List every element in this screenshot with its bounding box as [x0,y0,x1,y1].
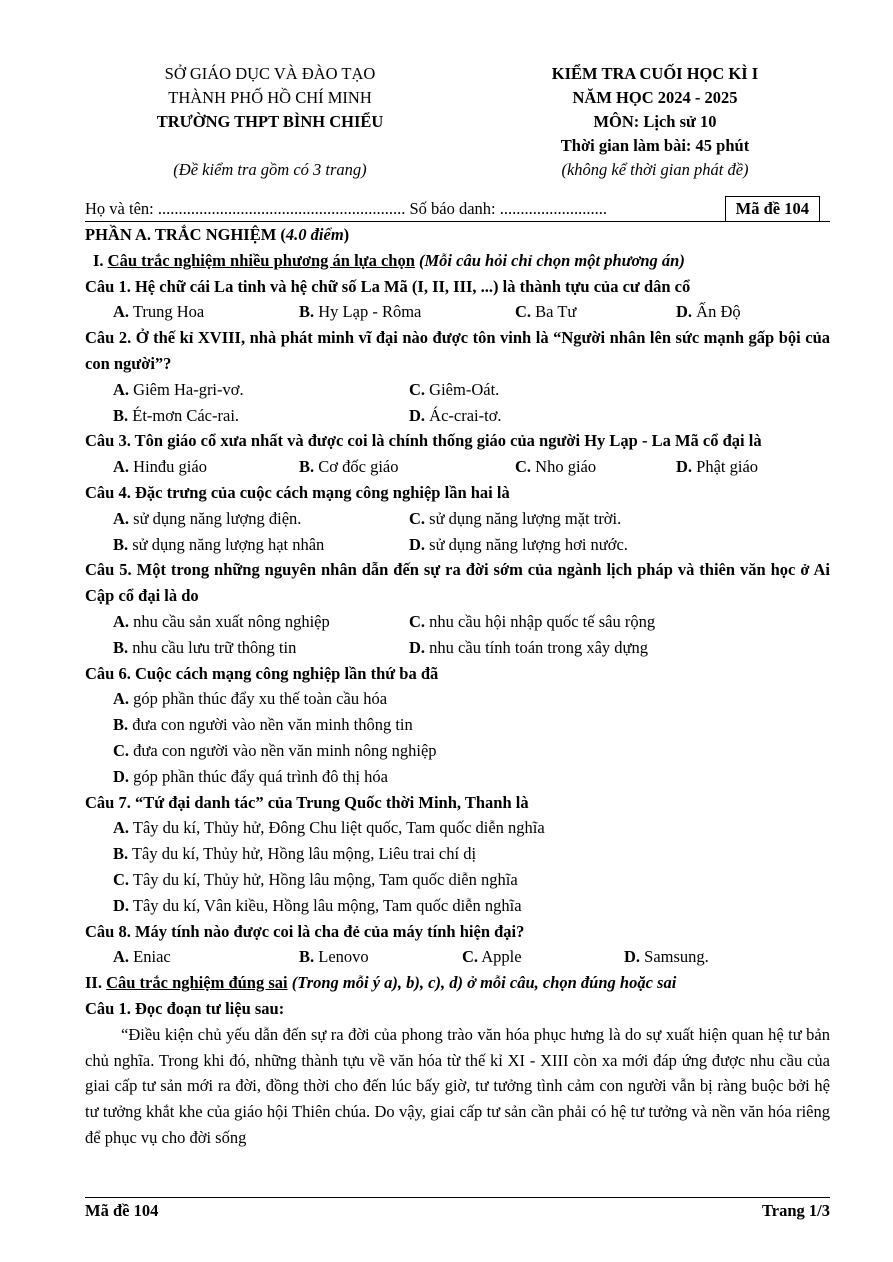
footer-exam-code: Mã đề 104 [85,1201,159,1220]
option-text: Ét-mơn Các-rai. [128,405,240,425]
question-stem: Câu 5. Một trong những nguyên nhân dẫn đến sự ra đời sớm của ngành lịch pháp và thiên văn học ở Ai Cập cổ đại là do [85,560,830,606]
page-footer [85,1197,830,1221]
answer-option[interactable] [299,944,369,970]
options-row [85,686,830,712]
option-text: nhu cầu sản xuất nông nghiệp [129,611,330,631]
option-letter: B. [299,457,315,477]
answer-option[interactable] [113,764,388,790]
answer-option[interactable] [515,454,596,480]
option-text: nhu cầu hội nhập quốc tế sâu rộng [425,611,656,631]
option-letter: C. [409,611,426,631]
answer-option[interactable] [409,403,502,429]
options-row [85,532,830,558]
option-text: Tây du kí, Vân kiều, Hồng lâu mộng, Tam quốc diễn nghĩa [129,895,522,915]
option-letter: A. [113,302,130,322]
option-letter: D. [676,457,693,477]
option-text: Ác-crai-tơ. [425,405,502,425]
answer-option[interactable] [409,377,499,403]
options-row [85,764,830,790]
option-letter: C. [113,740,130,760]
question-stem: Câu 8. Máy tính nào được coi là cha đẻ của máy tính hiện đại? [85,921,525,941]
answer-option[interactable] [409,609,655,635]
option-text: đưa con người vào nền văn minh thông tin [128,715,413,735]
option-letter: A. [113,379,130,399]
option-letter: B. [113,637,129,657]
answer-option[interactable] [676,299,741,325]
answer-option[interactable] [113,815,545,841]
option-letter: A. [113,689,130,709]
option-letter: B. [113,534,129,554]
option-text: nhu cầu lưu trữ thông tin [128,637,297,657]
option-text: sử dụng năng lượng hơi nước. [425,534,628,554]
option-letter: B. [113,715,129,735]
answer-option[interactable] [113,893,522,919]
exam-title: KIỂM TRA CUỐI HỌC KÌ I [551,64,759,83]
answer-option[interactable] [113,867,518,893]
options-row [85,299,830,325]
option-text: Ấn Độ [692,302,741,322]
option-letter: D. [409,405,426,425]
answer-option[interactable] [113,635,409,661]
exam-body [85,222,830,1151]
student-name-field[interactable]: Họ và tên: ............................................................ [85,199,406,218]
answer-option[interactable] [113,403,409,429]
option-letter: D. [113,766,130,786]
part-a-heading: PHẦN A. TRẮC NGHIỆM (4.0 điểm) [85,225,350,244]
answer-option[interactable] [299,299,421,325]
student-info-row [85,196,830,222]
subject: MÔN: Lịch sử 10 [593,112,717,131]
answer-option[interactable] [113,841,476,867]
answer-option[interactable] [515,299,576,325]
option-text: góp phần thúc đẩy xu thế toàn cầu hóa [129,689,388,709]
exam-info-block [480,62,830,182]
options-row [85,944,830,970]
answer-option[interactable] [409,635,648,661]
option-text: đưa con người vào nền văn minh nông nghiệp [129,740,437,760]
option-text: Hinđu giáo [129,457,207,477]
option-text: Phật giáo [692,457,759,477]
options-row [85,815,830,841]
option-letter: D. [409,534,426,554]
option-letter: A. [113,508,130,528]
exam-header [85,62,830,192]
option-text: sử dụng năng lượng điện. [129,508,302,528]
option-text: Eniac [129,947,171,967]
option-text: Giêm Ha-gri-vơ. [129,379,244,399]
section-1-heading: I. Câu trắc nghiệm nhiều phương án lựa chọn (Mỗi câu hỏi chỉ chọn một phương án) [93,250,685,270]
department-name: SỞ GIÁO DỤC VÀ ĐÀO TẠO [164,64,376,83]
options-row [85,454,830,480]
student-id-field[interactable]: Số báo danh: .......................... [409,199,608,218]
option-letter: C. [462,947,479,967]
option-letter: B. [113,405,129,425]
options-row [85,893,830,919]
question-stem: Câu 4. Đặc trưng của cuộc cách mạng công nghiệp lần hai là [85,482,510,502]
options-row [85,867,830,893]
exam-code-box: Mã đề 104 [725,196,820,222]
options-row [85,377,830,403]
option-letter: A. [113,947,130,967]
option-letter: B. [113,844,129,864]
option-text: Samsung. [640,947,709,967]
options-row [85,403,830,429]
answer-option[interactable] [113,377,409,403]
section-2-question-1: Câu 1. Đọc đoạn tư liệu sau: [85,998,285,1018]
page-count-note: (Đề kiểm tra gồm có 3 trang) [173,160,367,179]
option-text: Lenovo [314,947,369,967]
options-row [85,712,830,738]
answer-option[interactable] [113,686,387,712]
options-row [85,635,830,661]
school-year: NĂM HỌC 2024 - 2025 [572,88,738,107]
option-letter: A. [113,457,130,477]
question-list [85,274,830,971]
option-letter: D. [624,947,641,967]
answer-option[interactable] [113,609,409,635]
option-letter: D. [409,637,426,657]
question-stem: Câu 3. Tôn giáo cổ xưa nhất và được coi là chính thống giáo của người Hy Lạp - La Mã cổ đại là [85,431,762,451]
question-stem: Câu 7. “Tứ đại danh tác” của Trung Quốc thời Minh, Thanh là [85,792,529,812]
options-row [85,841,830,867]
duration-note: (không kể thời gian phát đề) [561,160,749,179]
answer-option[interactable] [113,299,204,325]
duration: Thời gian làm bài: 45 phút [560,136,750,155]
source-passage: “Điều kiện chủ yếu dẫn đến sự ra đời của phong trào văn hóa phục hưng là do sự xuất hiện quan hệ tư bản chủ nghĩa. Trong khi đó, những thành tựu về văn hóa từ thế kỉ XI - XIII còn xa mới đáp ứng được nhu cầu của giai cấp tư sản mới ra đời, đồng thời cho đến lúc bấy giờ, tư tưởng tình cảm con người vẫn bị ràng buộc bởi hệ tư tưởng khắt khe của giáo hội Thiên chúa. Do vậy, giai cấp tư sản cần phải có hệ tư tưởng và nền văn hóa riêng để phục vụ cho đời sống [85,1024,830,1147]
option-letter: B. [299,947,315,967]
options-row [85,609,830,635]
answer-option[interactable] [409,506,621,532]
option-letter: A. [113,818,130,838]
answer-option[interactable] [462,944,522,970]
answer-option[interactable] [676,454,758,480]
option-letter: C. [515,302,532,322]
answer-option[interactable] [113,506,409,532]
option-text: sử dụng năng lượng hạt nhân [128,534,325,554]
option-letter: B. [299,302,315,322]
option-text: Tây du kí, Thủy hử, Đông Chu liệt quốc, Tam quốc diễn nghĩa [129,818,545,838]
school-block [85,62,455,182]
section-2-heading: II. Câu trắc nghiệm đúng sai (Trong mỗi ý a), b), c), d) ở mỗi câu, chọn đúng hoặc sai [85,973,677,993]
option-text: Hy Lạp - Rôma [314,302,422,322]
option-text: Tây du kí, Thủy hử, Hồng lâu mộng, Liêu trai chí dị [128,844,477,864]
option-text: Trung Hoa [129,302,205,322]
city-name: THÀNH PHỐ HỒ CHÍ MINH [168,88,372,107]
option-letter: C. [515,457,532,477]
answer-option[interactable] [113,944,171,970]
option-text: nhu cầu tính toán trong xây dựng [425,637,648,657]
answer-option[interactable] [409,532,628,558]
option-text: Apple [478,947,522,967]
options-row [85,506,830,532]
option-letter: C. [113,869,130,889]
option-text: Nho giáo [531,457,597,477]
answer-option[interactable] [113,454,207,480]
option-letter: D. [676,302,693,322]
option-letter: A. [113,611,130,631]
option-text: góp phần thúc đẩy quá trình đô thị hóa [129,766,388,786]
question-stem: Câu 2. Ở thế kỉ XVIII, nhà phát minh vĩ đại nào được tôn vinh là “Người nhân lên sức mạnh gấp bội của con người”? [85,328,830,373]
option-letter: C. [409,508,426,528]
answer-option[interactable] [624,944,709,970]
option-text: Tây du kí, Thủy hử, Hồng lâu mộng, Tam quốc diễn nghĩa [129,869,518,889]
answer-option[interactable] [113,712,413,738]
question-stem: Câu 1. Hệ chữ cái La tinh và hệ chữ số La Mã (I, II, III, ...) là thành tựu của cư dân cổ [85,276,691,296]
footer-page-number: Trang 1/3 [762,1201,830,1220]
answer-option[interactable] [299,454,398,480]
option-text: Giêm-Oát. [425,379,500,399]
school-name: TRƯỜNG THPT BÌNH CHIỂU [156,112,384,131]
option-text: Ba Tư [531,302,577,322]
option-text: Cơ đốc giáo [314,457,399,477]
option-text: sử dụng năng lượng mặt trời. [425,508,622,528]
options-row [85,738,830,764]
option-letter: C. [409,379,426,399]
answer-option[interactable] [113,532,409,558]
answer-option[interactable] [113,738,437,764]
option-letter: D. [113,895,130,915]
question-stem: Câu 6. Cuộc cách mạng công nghiệp lần thứ ba đã [85,663,439,683]
